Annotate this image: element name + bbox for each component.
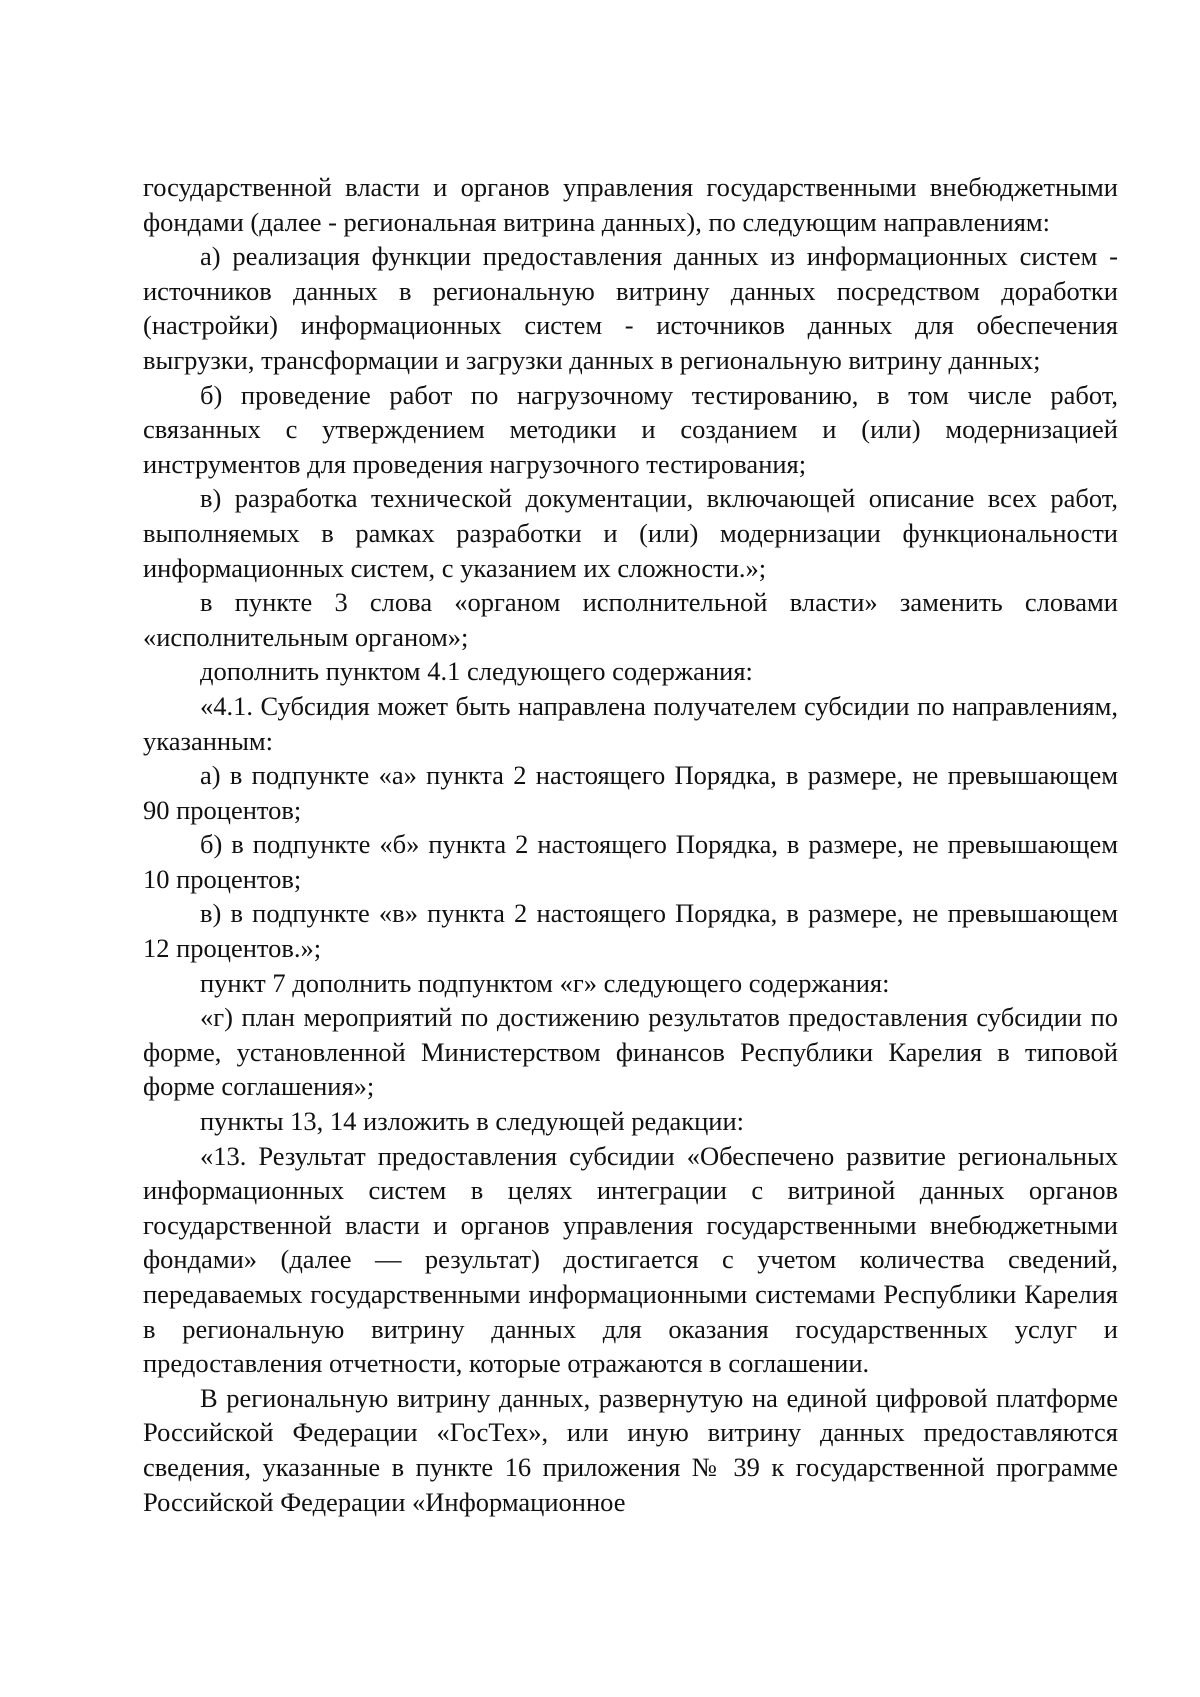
paragraph-points-13-14-amendment: пункты 13, 14 изложить в следующей редакции: [200, 1106, 745, 1137]
paragraph-regional-data-showcase: В региональную витрину данных, развернутую на единой цифровой платформе Российской Федерации «ГосТех», или иную витрину данных предоставляются сведения, указанные в пункте 16 приложения № 39 к государственной программе Российской Федерации «Информационное [143, 1382, 1118, 1517]
paragraph-4-1-item-v: в) в подпункте «в» пункта 2 настоящего Порядка, в размере, не превышающем 12 процентов.»; [143, 898, 1118, 964]
paragraph-continuation: государственной власти и органов управления государственными внебюджетными фондами (далее - региональная витрина данных), по следующим направлениям: [143, 172, 1118, 237]
paragraph-point-7-item-g: «г) план мероприятий по достижению результатов предоставления субсидии по форме, установленной Министерством финансов Республики Карелия в типовой форме соглашения»; [143, 1002, 1118, 1102]
paragraph-4-1-item-b: б) в подпункте «б» пункта 2 настоящего Порядка, в размере, не превышающем 10 процентов; [143, 829, 1118, 894]
paragraph-point-13: «13. Результат предоставления субсидии «Обеспечено развитие региональных информационных систем в целях интеграции с витриной данных органов государственной власти и органов управления государственными внебюджетными фондами» (далее — результат) достигается с учетом количества сведений, передаваемых государственными информационными системами Республики Карелия в региональную витрину данных для оказания государственных услуг и предоставления отчетности, которые отражаются в соглашении. [143, 1140, 1118, 1379]
paragraph-add-point-4-1: дополнить пунктом 4.1 следующего содержания: [200, 656, 753, 687]
paragraph-point-4-1: «4.1. Субсидия может быть направлена получателем субсидии по направлениям, указанным: [143, 690, 1118, 756]
paragraph-item-v: в) разработка технической документации, включающей описание всех работ, выполняемых в рамках разработки и (или) модернизации функциональности информационных систем, с указанием их сложности.»; [143, 483, 1118, 583]
document-page [143, 170, 1118, 1519]
paragraph-item-a: а) реализация функции предоставления данных из информационных систем - источников данных в региональную витрину данных посредством доработки (настройки) информационных систем - источников данных для обеспечения выгрузки, трансформации и загрузки данных в региональную витрину данных; [143, 241, 1118, 375]
paragraph-4-1-item-a: а) в подпункте «а» пункта 2 настоящего Порядка, в размере, не превышающем 90 процентов; [143, 760, 1118, 825]
paragraph-item-b: б) проведение работ по нагрузочному тестированию, в том числе работ, связанных с утверждением методики и созданием и (или) модернизацией инструментов для проведения нагрузочного тестирования; [143, 379, 1118, 479]
paragraph-point-3-amendment: в пункте 3 слова «органом исполнительной власти» заменить словами «исполнительным органом»; [143, 587, 1118, 652]
paragraph-point-7-amendment: пункт 7 дополнить подпунктом «г» следующего содержания: [200, 967, 890, 998]
